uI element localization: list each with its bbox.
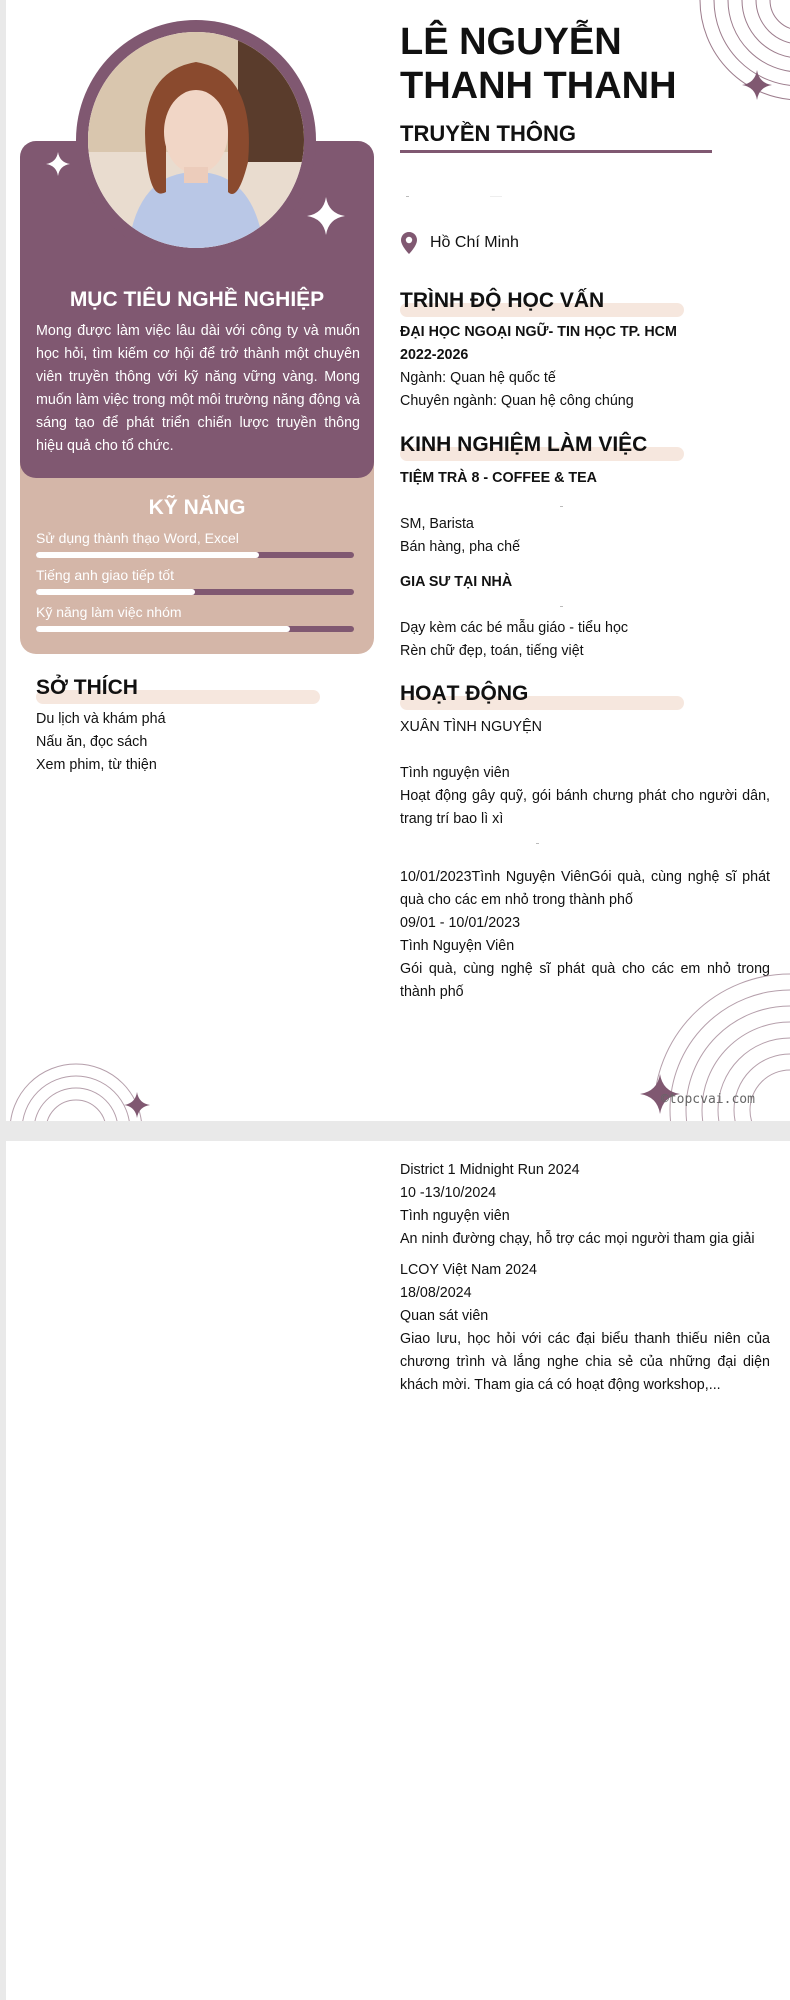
cv-page-1 [6,0,790,1121]
skill-item [36,604,354,632]
skill-bar-fill [36,552,259,558]
activity-detail: 10/01/2023Tình Nguyện ViênGói quà, cùng nghệ sĩ phát quà cho các em nhỏ trong thành phố [400,869,770,908]
hobby-item: Du lịch và khám phá [36,711,166,727]
sparkle-icon [46,152,70,176]
skill-bar-fill [36,589,195,595]
activities-title: HOẠT ĐỘNG [400,682,529,705]
faint-dot [490,196,502,197]
objective-text: Mong được làm việc lâu dài với công ty và muốn học hỏi, tìm kiếm cơ hội để trở thành một chuyên viên truyền thông với kỹ năng vững vàng. Mong muốn làm việc trong một môi trường năng động và sáng tạo để phát triển chiến lược truyền thông hiệu quả cho tổ chức. [36,323,360,454]
sparkle-icon [307,196,345,236]
name-line-1: LÊ NGUYỄN [400,21,622,63]
activity-description: Hoạt động gây quỹ, gói bánh chưng phát cho người dân, trang trí bao lì xì [400,788,770,827]
job-description: Rèn chữ đẹp, toán, tiếng việt [400,643,584,659]
activity-description: Gói quà, cùng nghệ sĩ phát quà cho các em nhỏ trong thành phố [400,961,770,1000]
name-line-2: THANH THANH [400,65,677,107]
activity-name: XUÂN TÌNH NGUYỆN [400,719,542,735]
full-name [400,20,677,108]
activity-role: Tình nguyện viên [400,1208,510,1224]
sparkle-icon [742,70,772,100]
faint-dot [560,506,563,507]
experience-title: KINH NGHIỆM LÀM VIỆC [400,433,648,456]
hobby-item: Xem phim, từ thiện [36,757,157,773]
watermark: ©topcvai.com [661,1092,755,1107]
avatar-photo [88,32,304,248]
job-company: TIỆM TRÀ 8 - COFFEE & TEA [400,470,597,486]
activity-description: Giao lưu, học hỏi với các đại biểu thanh thiếu niên của chương trình và lắng nghe chia sẻ của những đại diện khách mời. Tham gia cá có hoạt động workshop,... [400,1331,770,1393]
activity-role: Tình nguyện viên [400,765,510,781]
job-title: TRUYỀN THÔNG [400,121,576,146]
skill-label: Kỹ năng làm việc nhóm [36,604,182,620]
activity-description: An ninh đường chạy, hỗ trợ các mọi người tham gia giải [400,1231,755,1247]
map-pin-icon [400,232,418,254]
activity-role: Quan sát viên [400,1308,489,1324]
education-major: Ngành: Quan hệ quốc tế [400,370,556,386]
job-description: Bán hàng, pha chế [400,539,521,555]
activity-date: 10 -13/10/2024 [400,1185,497,1201]
faint-dot [536,843,539,844]
education-years: 2022-2026 [400,347,469,363]
education-title: TRÌNH ĐỘ HỌC VẤN [400,289,605,312]
skill-bar [36,589,354,595]
skill-label: Sử dụng thành thạo Word, Excel [36,530,239,546]
job-position: Dạy kèm các bé mẫu giáo - tiểu học [400,620,629,636]
activity-name: District 1 Midnight Run 2024 [400,1162,580,1178]
job-company: GIA SƯ TẠI NHÀ [400,574,513,590]
skill-bar [36,626,354,632]
skill-item [36,567,354,595]
avatar-frame [76,20,316,260]
objective-title: MỤC TIÊU NGHỀ NGHIỆP [69,288,325,311]
cv-page-2 [6,1141,790,2000]
hobby-item: Nấu ăn, đọc sách [36,734,148,750]
activity-role: Tình Nguyện Viên [400,938,515,954]
skill-item [36,530,354,558]
faint-dot [560,606,563,607]
skill-bar-fill [36,626,290,632]
faint-dot [406,196,409,197]
activity-date: 09/01 - 10/01/2023 [400,915,521,931]
education-specialty: Chuyên ngành: Quan hệ công chúng [400,393,634,409]
skills-title: KỸ NĂNG [148,496,246,519]
activity-date: 18/08/2024 [400,1285,472,1301]
activity-name: LCOY Việt Nam 2024 [400,1262,537,1278]
job-position: SM, Barista [400,516,474,532]
location-text: Hồ Chí Minh [430,234,519,251]
skill-label: Tiếng anh giao tiếp tốt [36,567,175,583]
avatar [88,32,304,248]
school-name: ĐẠI HỌC NGOẠI NGỮ- TIN HỌC TP. HCM [400,324,677,340]
sparkle-icon [124,1092,150,1118]
hobbies-title: SỞ THÍCH [36,676,138,699]
skill-bar [36,552,354,558]
title-underline [400,150,712,153]
